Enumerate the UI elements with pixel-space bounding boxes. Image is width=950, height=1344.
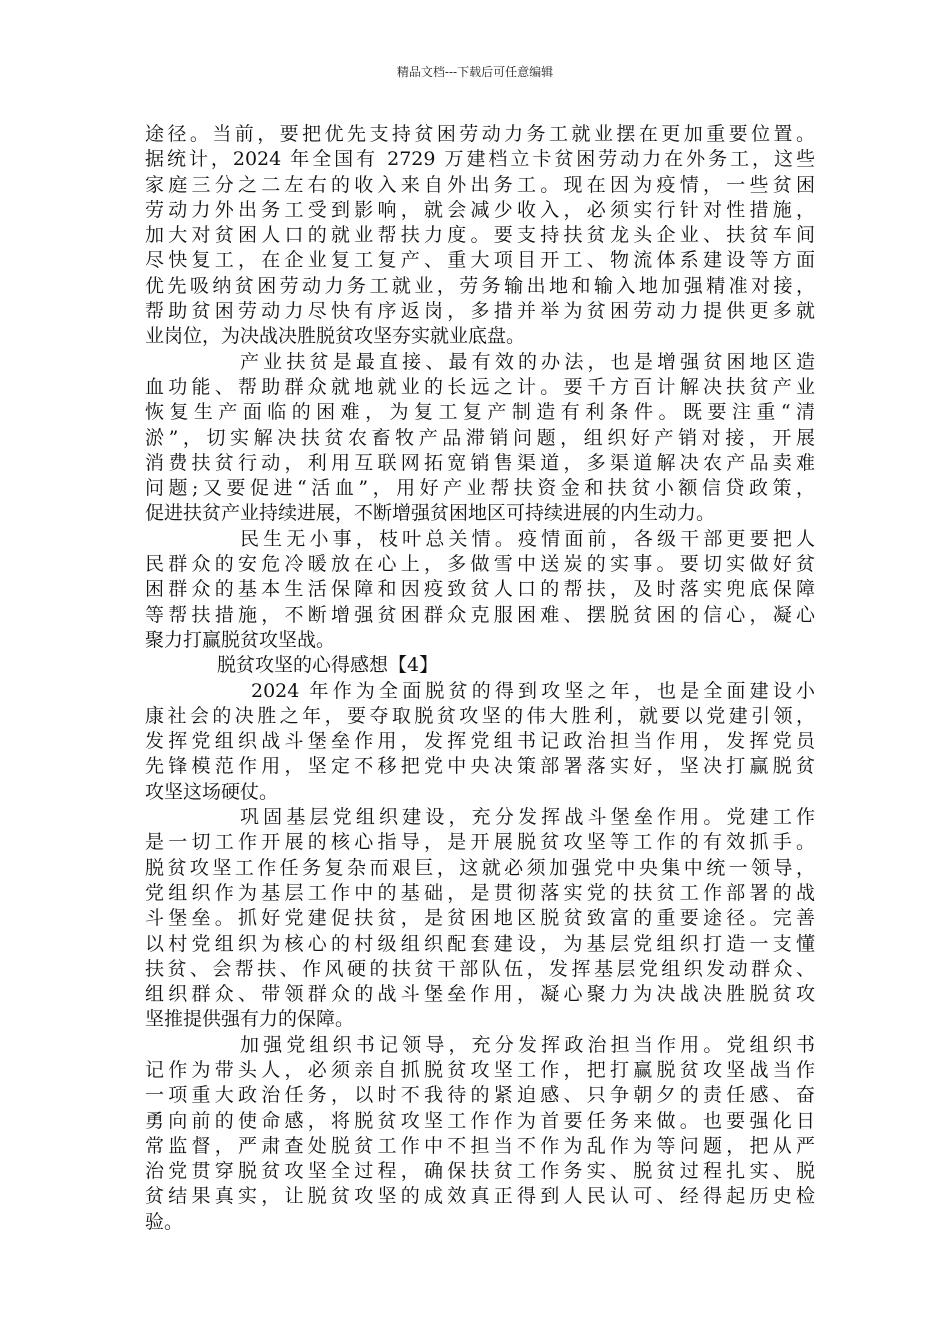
text-line: 扶贫、会帮扶、作风硬的扶贫干部队伍，发挥基层党组织发动群众、 [145,957,815,980]
text-line: 坚推提供强有力的保障。 [145,1008,355,1031]
text-line: 组织群众、带领群众的战斗堡垒作用，凝心聚力为决战决胜脱贫攻 [145,983,815,1006]
text-line: 斗堡垒。抓好党建促扶贫，是贫困地区脱贫致富的重要途径。完善 [145,907,815,930]
text-line: 淤”，切实解决扶贫农畜牧产品滞销问题，组织好产销对接，开展 [145,426,815,449]
text-line: 攻坚这场硬仗。 [145,780,279,803]
text-line: 等帮扶措施，不断增强贫困群众克服困难、摆脱贫困的信心，凝心 [145,603,815,626]
paragraph-intro-2024 [145,679,815,805]
text-line: 加强党组织书记领导，充分发挥政治担当作用。党组织书 [240,1033,815,1056]
text-line: 加大对贫困人口的就业帮扶力度。要支持扶贫龙头企业、扶贫车间 [145,224,815,247]
text-line: 勇向前的使命感，将脱贫攻坚工作作为首要任务来做。也要强化日 [145,1109,815,1132]
text-line: 消费扶贫行动，利用互联网拓宽销售渠道，多渠道解决农产品卖难 [145,451,815,474]
text-line: 劳动力外出务工受到影响，就会减少收入，必须实行针对性措施， [145,198,815,221]
text-line: 验。 [145,1210,184,1233]
text-line: 家庭三分之二左右的收入来自外出务工。现在因为疫情，一些贫困 [145,173,815,196]
section-heading: 脱贫攻坚的心得感想【4】 [217,654,439,677]
text-line: 血功能、帮助群众就地就业的长远之计。要千方百计解决扶贫产业 [145,375,815,398]
text-line: 是一切工作开展的核心指导，是开展脱贫攻坚等工作的有效抓手。 [145,831,815,854]
text-line: 聚力打赢脱贫攻坚战。 [145,628,336,651]
text-line: 2024 年作为全面脱贫的得到攻坚之年，也是全面建设小 [251,679,815,702]
page-header: 精品文档---下载后可任意编辑 [396,65,554,79]
paragraph-employment [145,122,815,350]
text-line: 康社会的决胜之年，要夺取脱贫攻坚的伟大胜利，就要以党建引领， [145,704,815,727]
text-line: 据统计，2024 年全国有 2729 万建档立卡贫困劳动力在外务工，这些 [145,148,815,171]
text-line: 记作为带头人，必须亲自抓脱贫攻坚工作，把打赢脱贫攻坚战当作 [145,1058,815,1081]
text-line: 一项重大政治任务，以时不我待的紧迫感、只争朝夕的责任感、奋 [145,1084,815,1107]
paragraph-grassroots [145,805,815,1033]
text-line: 以村党组织为核心的村级组织配套建设，为基层党组织打造一支懂 [145,932,815,955]
text-line: 业岗位，为决战决胜脱贫攻坚夯实就业底盘。 [145,325,526,348]
text-line: 发挥党组织战斗堡垒作用，发挥党组书记政治担当作用，发挥党员 [145,730,815,753]
text-line: 尽快复工，在企业复工复产、重大项目开工、物流体系建设等方面 [145,249,815,272]
text-line: 党组织作为基层工作中的基础，是贯彻落实党的扶贫工作部署的战 [145,881,815,904]
text-line: 脱贫攻坚工作任务复杂而艰巨，这就必须加强党中央集中统一领导， [145,856,815,879]
text-line: 帮助贫困劳动力尽快有序返岗，多措并举为贫困劳动力提供更多就 [145,300,815,323]
text-line: 问题;又要促进“活血”，用好产业帮扶资金和扶贫小额信贷政策， [145,477,815,500]
paragraph-secretary [145,1033,815,1235]
text-line: 治党贯穿脱贫攻坚全过程，确保扶贫工作务实、脱贫过程扎实、脱 [145,1160,815,1183]
text-line: 困群众的基本生活保障和因疫致贫人口的帮扶，及时落实兜底保障 [145,578,815,601]
text-line: 巩固基层党组织建设，充分发挥战斗堡垒作用。党建工作 [240,806,815,829]
text-line: 恢复生产面临的困难，为复工复产制造有利条件。既要注重“清 [145,401,815,424]
text-line: 先锋模范作用，坚定不移把党中央决策部署落实好，坚决打赢脱贫 [145,755,815,778]
paragraph-livelihood [145,527,815,653]
text-line: 民生无小事，枝叶总关情。疫情面前，各级干部更要把人 [240,527,815,550]
paragraph-industry [145,350,815,527]
text-line: 民群众的安危冷暖放在心上，多做雪中送炭的实事。要切实做好贫 [145,553,815,576]
text-line: 产业扶贫是最直接、最有效的办法，也是增强贫困地区造 [240,350,815,373]
text-line: 常监督，严肃查处脱贫工作中不担当不作为乱作为等问题，把从严 [145,1134,815,1157]
text-line: 促进扶贫产业持续进展，不断增强贫困地区可持续进展的内生动力。 [145,502,716,525]
document-body [145,122,815,1235]
text-line: 贫结果真实，让脱贫攻坚的成效真正得到人民认可、经得起历史检 [145,1185,815,1208]
text-line: 优先吸纳贫困劳动力务工就业，劳务输出地和输入地加强精准对接， [145,274,815,297]
text-line: 途径。当前，要把优先支持贫困劳动力务工就业摆在更加重要位置。 [145,123,815,145]
